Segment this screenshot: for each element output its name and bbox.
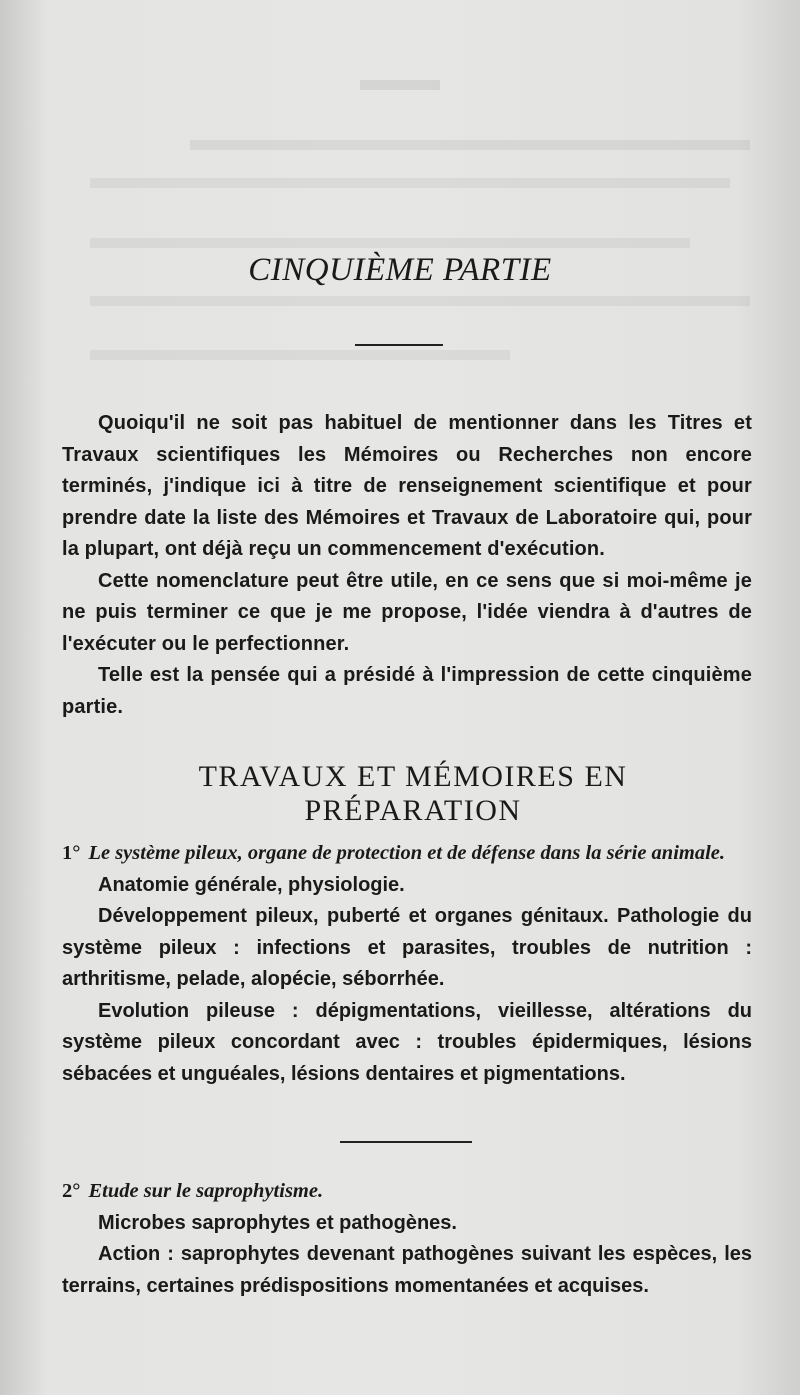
work-item-number: 1°	[62, 842, 81, 864]
work-item-line: Action : saprophytes devenant pathogènes suivant les espèces, les terrains, certaines prédispositions momentanées et acquises.	[62, 1243, 752, 1297]
bleed-through-mark	[90, 238, 690, 248]
intro-paragraph: Cette nomenclature peut être utile, en ce sens que si moi-même je ne puis terminer ce que je me propose, l'idée viendra à d'autres de l'exécuter ou le perfectionner.	[62, 569, 752, 655]
work-item-line: Evolution pileuse : dépigmentations, vieillesse, altérations du système pileux concordant avec : troubles épidermiques, lésions sébacées et unguéales, lésions dentaires et pigmentations.	[62, 999, 752, 1085]
intro-paragraph: Telle est la pensée qui a présidé à l'impression de cette cinquième partie.	[62, 664, 752, 718]
bleed-through-mark	[90, 350, 510, 360]
intro-paragraph: Quoiqu'il ne soit pas habituel de mentionner dans les Titres et Travaux scientifiques les Mémoires ou Recherches non encore terminés, j'indique ici à titre de renseignement scientifique et pour prendre date la liste des Mémoires et Travaux de Laboratoire qui, pour la plupart, ont déjà reçu un commencement d'exécution.	[62, 412, 752, 560]
section-title: TRAVAUX ET MÉMOIRES EN PRÉPARATION	[198, 760, 628, 827]
work-item-number: 2°	[62, 1180, 81, 1202]
bleed-through-mark	[360, 80, 440, 90]
intro-text	[62, 408, 752, 723]
item-divider	[340, 1141, 472, 1143]
bleed-through-mark	[90, 178, 730, 188]
work-item-heading	[62, 838, 752, 870]
bleed-through-mark	[90, 296, 750, 306]
work-item-line: Microbes saprophytes et pathogènes.	[98, 1211, 457, 1234]
part-title: CINQUIÈME PARTIE	[248, 252, 552, 288]
work-item-heading	[62, 1176, 752, 1208]
work-item-1	[62, 838, 752, 1090]
work-item-line: Anatomie générale, physiologie.	[98, 873, 405, 896]
title-divider	[355, 344, 443, 346]
bleed-through-mark	[190, 140, 750, 150]
work-item-line: Développement pileux, puberté et organes génitaux. Pathologie du système pileux : infections et parasites, troubles de nutrition : arthritisme, pelade, alopécie, séborrhée.	[62, 905, 752, 990]
work-item-2	[62, 1176, 752, 1302]
work-item-title: Etude sur le saprophytisme.	[88, 1180, 324, 1202]
work-item-title: Le système pileux, organe de protection et de défense dans la série animale.	[88, 842, 726, 864]
